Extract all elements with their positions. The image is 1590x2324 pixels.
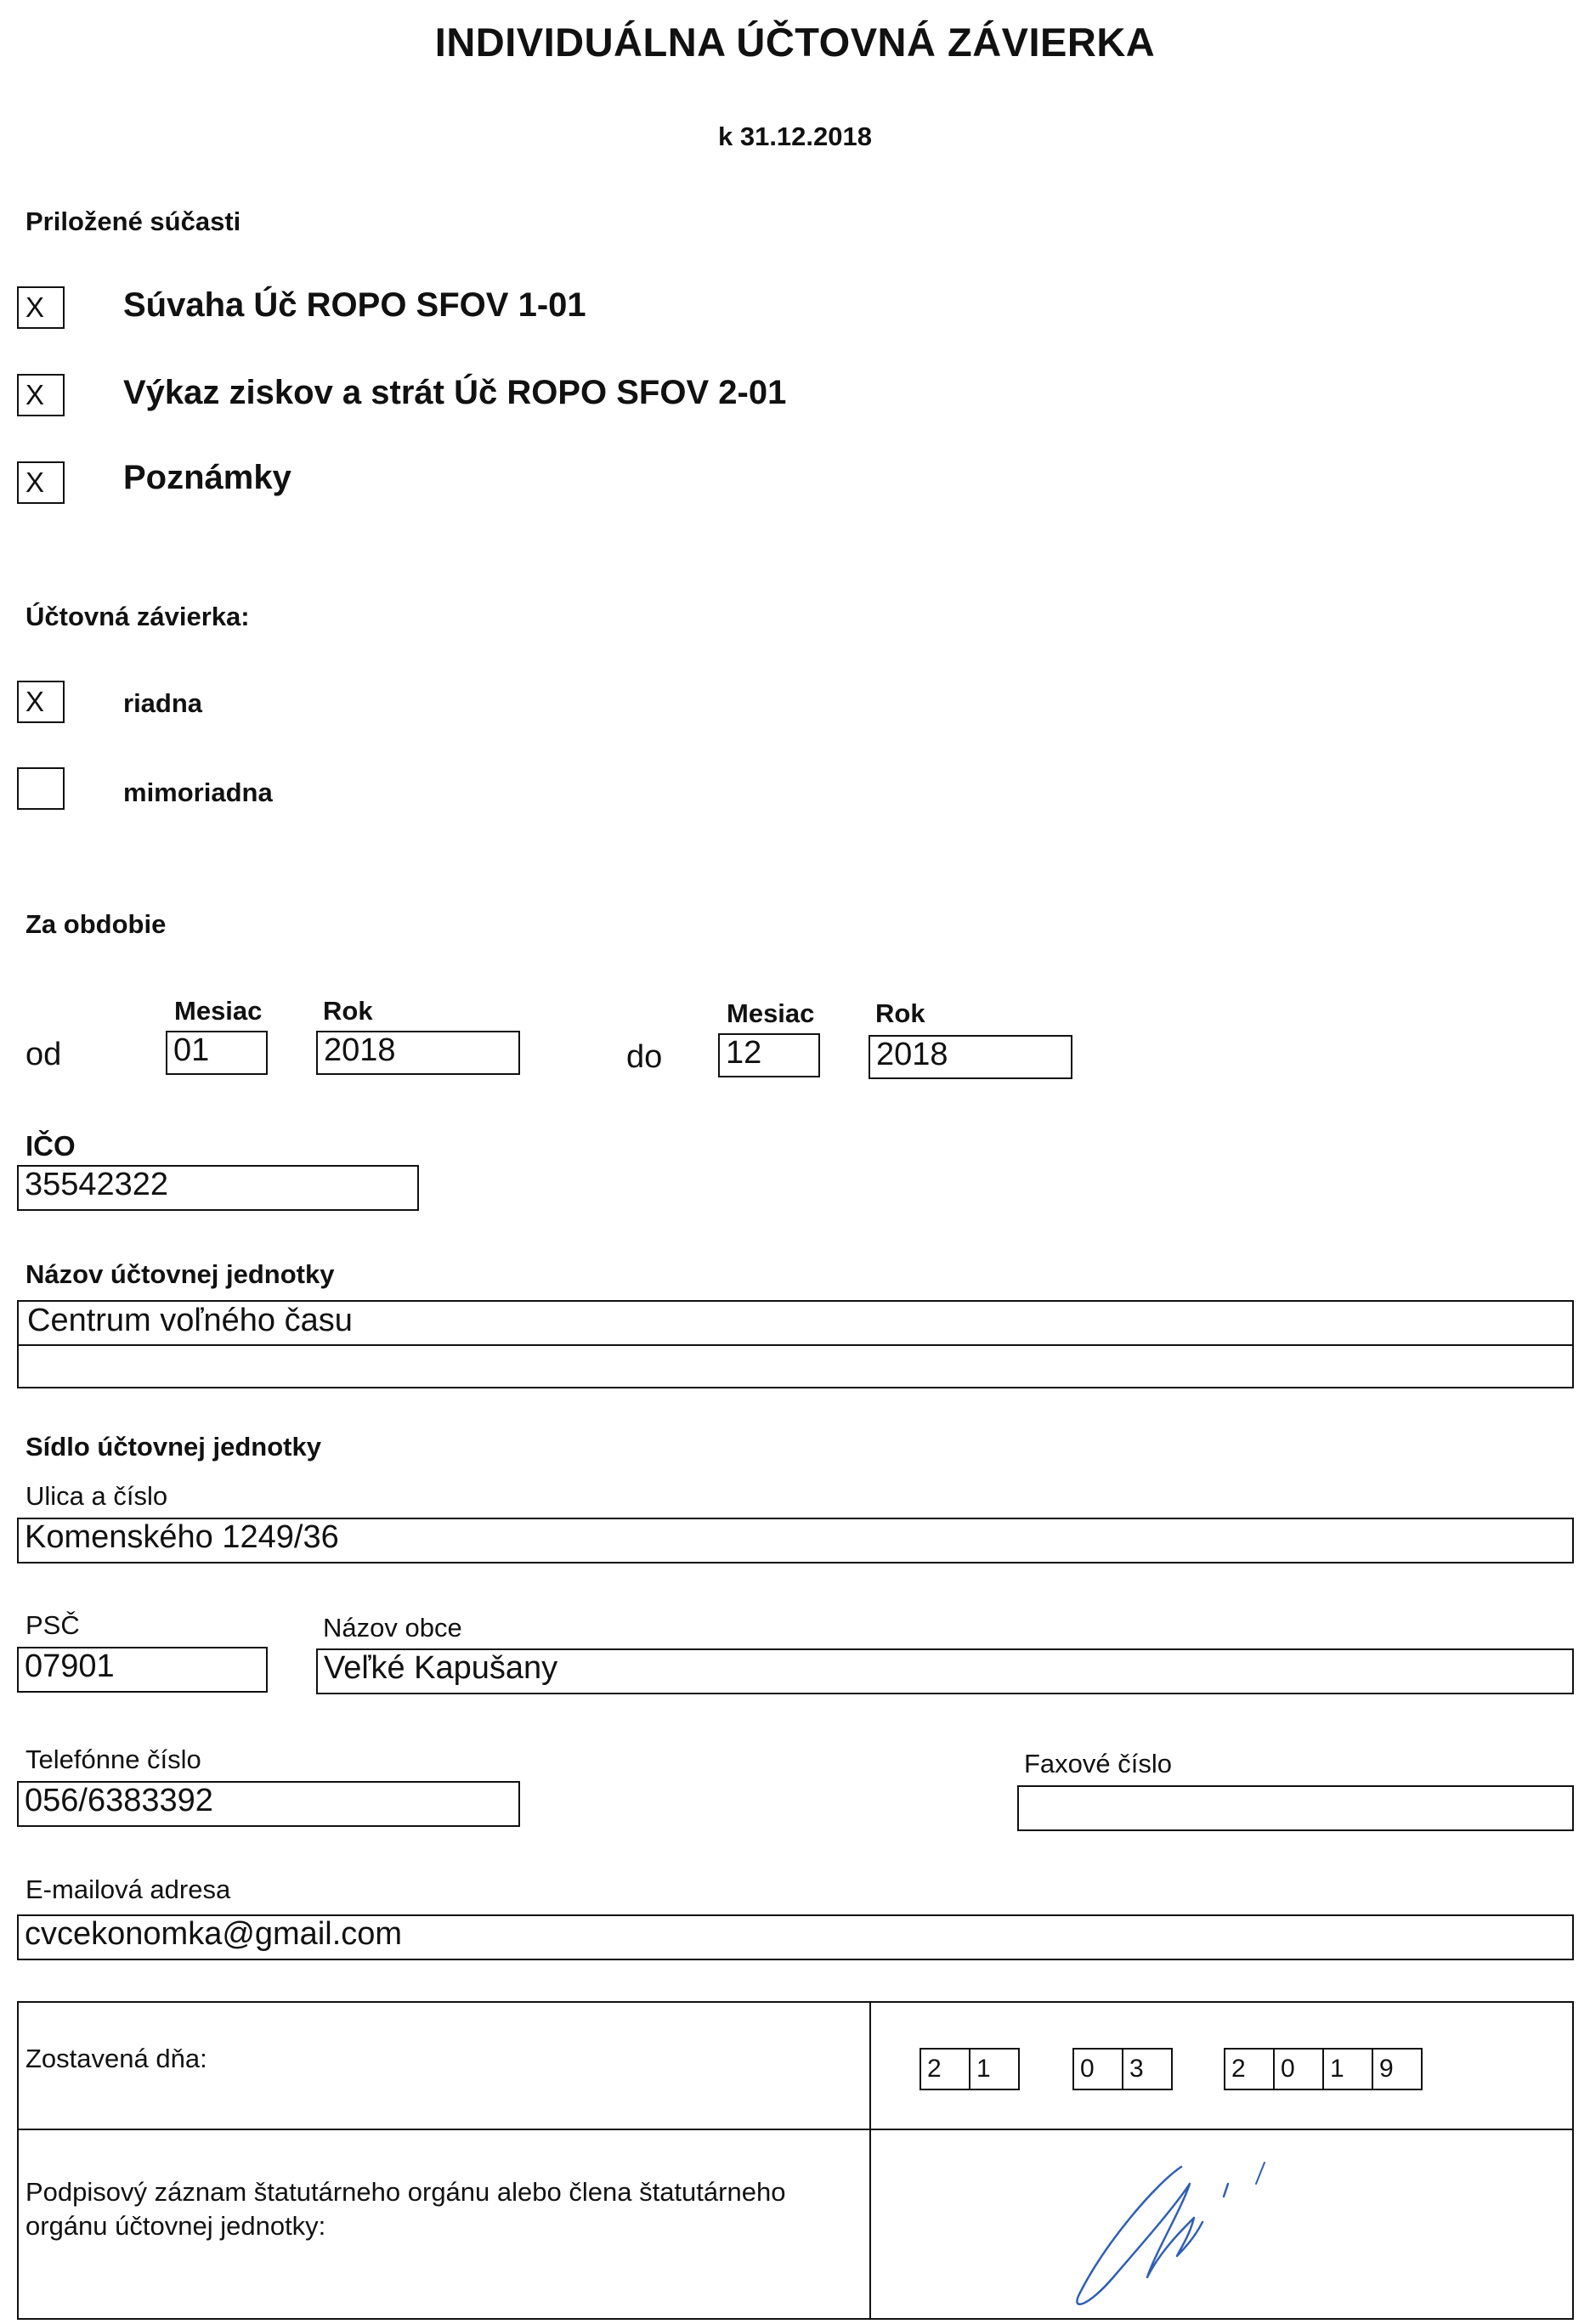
document-date: k 31.12.2018 xyxy=(717,122,872,151)
period-to-label: do xyxy=(626,1039,663,1075)
period-from-year-label: Rok xyxy=(323,996,373,1026)
period-heading: Za obdobie xyxy=(25,909,167,939)
compiled-year-digit-4: 9 xyxy=(1372,2048,1423,2090)
compiled-year-digit-1: 2 xyxy=(1224,2048,1275,2090)
attachment-checkbox-notes[interactable]: X xyxy=(17,461,65,504)
attachment-label-notes: Poznámky xyxy=(123,459,291,496)
ico-field[interactable]: 35542322 xyxy=(17,1165,419,1211)
compiled-year-digit-2: 0 xyxy=(1273,2048,1324,2090)
entity-name-line-2 xyxy=(19,1346,1572,1388)
signature-label xyxy=(25,2175,785,2243)
entity-name-label: Názov účtovnej jednotky xyxy=(25,1259,335,1289)
signature-label-line-1: Podpisový záznam štatutárneho orgánu alebo člena štatutárneho xyxy=(25,2177,786,2207)
fax-field[interactable] xyxy=(1017,1785,1574,1831)
ico-label: IČO xyxy=(25,1130,76,1162)
psc-label: PSČ xyxy=(25,1610,80,1640)
period-from-year-field[interactable]: 2018 xyxy=(316,1031,520,1075)
compiled-date-label: Zostavená dňa: xyxy=(25,2044,207,2073)
compiled-day-field[interactable] xyxy=(919,2048,1020,2090)
city-field[interactable]: Veľké Kapušany xyxy=(316,1648,1574,1694)
period-to-year-field[interactable]: 2018 xyxy=(869,1035,1072,1079)
compiled-year-digit-3: 1 xyxy=(1322,2048,1373,2090)
period-to-year-label: Rok xyxy=(875,998,925,1028)
compiled-day-digit-2: 1 xyxy=(969,2048,1020,2090)
period-from-month-label: Mesiac xyxy=(174,996,263,1026)
statement-type-regular-label: riadna xyxy=(123,688,203,718)
signature-image xyxy=(1054,2150,1292,2320)
statement-type-regular-checkbox[interactable]: X xyxy=(17,681,65,723)
compiled-month-digit-1: 0 xyxy=(1072,2048,1123,2090)
entity-name-field[interactable] xyxy=(17,1300,1574,1388)
address-heading: Sídlo účtovnej jednotky xyxy=(25,1432,321,1462)
psc-field[interactable]: 07901 xyxy=(17,1647,268,1693)
compiled-year-field[interactable] xyxy=(1224,2048,1423,2090)
period-to-month-field[interactable]: 12 xyxy=(718,1033,820,1077)
street-field[interactable]: Komenského 1249/36 xyxy=(17,1518,1574,1563)
statement-type-extraordinary-checkbox[interactable] xyxy=(17,767,65,810)
email-label: E-mailová adresa xyxy=(25,1874,231,1904)
email-field[interactable]: cvcekonomka@gmail.com xyxy=(17,1914,1574,1960)
footer-column-divider xyxy=(869,2001,871,2320)
attachments-heading: Priložené súčasti xyxy=(25,206,241,236)
street-label: Ulica a číslo xyxy=(25,1481,168,1511)
signature-label-line-2: orgánu účtovnej jednotky: xyxy=(25,2211,326,2241)
document-title: INDIVIDUÁLNA ÚČTOVNÁ ZÁVIERKA xyxy=(434,20,1156,65)
compiled-day-digit-1: 2 xyxy=(919,2048,970,2090)
period-to-month-label: Mesiac xyxy=(727,998,815,1028)
attachment-label-balance-sheet: Súvaha Úč ROPO SFOV 1-01 xyxy=(123,286,586,324)
compiled-month-field[interactable] xyxy=(1072,2048,1173,2090)
phone-label: Telefónne číslo xyxy=(25,1744,201,1774)
fax-label: Faxové číslo xyxy=(1024,1749,1173,1778)
city-label: Názov obce xyxy=(323,1613,462,1643)
period-from-label: od xyxy=(25,1037,62,1072)
compiled-month-digit-2: 3 xyxy=(1122,2048,1173,2090)
period-from-month-field[interactable]: 01 xyxy=(166,1031,268,1075)
attachment-label-income-statement: Výkaz ziskov a strát Úč ROPO SFOV 2-01 xyxy=(123,374,787,411)
attachment-checkbox-balance-sheet[interactable]: X xyxy=(17,286,65,329)
statement-type-heading: Účtovná závierka: xyxy=(25,602,250,631)
statement-type-extraordinary-label: mimoriadna xyxy=(123,777,273,807)
phone-field[interactable]: 056/6383392 xyxy=(17,1781,520,1827)
footer-row-divider xyxy=(17,2129,1574,2130)
attachment-checkbox-income-statement[interactable]: X xyxy=(17,374,65,416)
entity-name-line-1: Centrum voľného času xyxy=(19,1302,1572,1346)
